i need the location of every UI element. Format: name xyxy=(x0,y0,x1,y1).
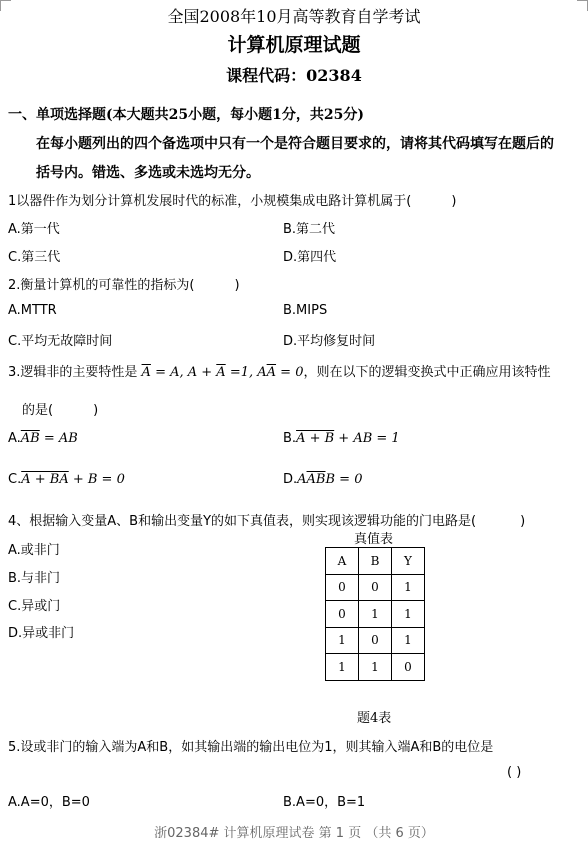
question-3-text-post: ，则在以下的逻辑变换式中正确应用该特性 xyxy=(303,365,551,380)
question-1-stem xyxy=(8,190,456,209)
question-4-option-d: D.异或非门 xyxy=(8,626,75,641)
truth-table-cell: 1 xyxy=(392,574,425,601)
question-3-option-b-label: B. xyxy=(283,431,297,446)
question-2-option-b: B.MIPS xyxy=(283,303,328,318)
question-4-close: ) xyxy=(520,514,526,529)
question-3-option-d-label: D. xyxy=(283,472,298,487)
truth-table-cell: 1 xyxy=(326,627,359,654)
paper-title: 计算机原理试题 xyxy=(227,34,361,56)
question-5-stem: 5.设或非门的输入端为A和B，如其输出端的输出电位为1，则其输入端A和B的电位是 xyxy=(8,740,494,755)
truth-table-cell: 0 xyxy=(326,601,359,628)
question-1-close: ) xyxy=(451,194,457,209)
truth-table-header: B xyxy=(359,548,392,575)
truth-table-header: A xyxy=(326,548,359,575)
page-footer: 浙02384# 计算机原理试卷 第 1 页 （共 6 页） xyxy=(154,826,434,841)
truth-table-cell: 1 xyxy=(359,601,392,628)
question-3-text-pre: 3.逻辑非的主要特性是 xyxy=(8,365,138,380)
exam-heading: 全国2008年10月高等教育自学考试 xyxy=(167,7,421,26)
question-2-option-c: C.平均无故障时间 xyxy=(8,334,113,349)
question-5-paren: ( ) xyxy=(507,765,522,780)
section-title: 一、单项选择题(本大题共25小题，每小题1分，共25分) xyxy=(8,107,364,123)
truth-table-cell: 0 xyxy=(359,627,392,654)
question-1-option-d: D.第四代 xyxy=(283,250,337,265)
question-3-close: ) xyxy=(93,403,99,418)
question-1-option-a: A.第一代 xyxy=(8,222,60,237)
course-code: 课程代码：02384 xyxy=(226,66,362,85)
question-3-option-c: C.A + BA + B = 0 xyxy=(8,472,125,487)
question-4-option-b: B.与非门 xyxy=(8,571,61,586)
truth-table-title: 真值表 xyxy=(354,532,394,547)
question-3-stem-line-2 xyxy=(22,399,98,418)
question-1-option-c: C.第三代 xyxy=(8,250,61,265)
question-3-option-a: $A.\overline{AB}$ = AB xyxy=(8,431,78,446)
truth-table-caption: 题4表 xyxy=(357,711,392,726)
question-5-option-a: A.A=0，B=0 xyxy=(8,795,90,810)
truth-table-row xyxy=(326,654,425,681)
question-1-text: 1以器件作为划分计算机发展时代的标准，小规模集成电路计算机属于( xyxy=(8,194,412,209)
truth-table-cell: 1 xyxy=(326,654,359,681)
truth-table-cell: 1 xyxy=(392,601,425,628)
truth-table-header-row xyxy=(326,548,425,575)
question-3-option-b: B.A + B + AB = 1 xyxy=(283,431,400,446)
question-2-text: 2.衡量计算机的可靠性的指标为( xyxy=(8,278,195,293)
question-4-text: 4、根据输入变量A、B和输出变量Y的如下真值表，则实现该逻辑功能的门电路是( xyxy=(8,514,477,529)
truth-table-cell: 0 xyxy=(392,654,425,681)
question-3-stem xyxy=(8,361,550,380)
truth-table xyxy=(325,547,425,681)
question-1-option-b: B.第二代 xyxy=(283,222,336,237)
question-4-option-c: C.异或门 xyxy=(8,599,61,614)
instruction-line-2: 括号内。错选、多选或未选均无分。 xyxy=(36,165,260,181)
question-3-formula: $\overline{A} = A$, $A + \overline{A} =1$, $A\overline{A} = 0$ xyxy=(141,365,304,380)
truth-table-cell: 1 xyxy=(392,627,425,654)
question-2-stem xyxy=(8,274,240,293)
truth-table-row xyxy=(326,601,425,628)
instruction-line-1: 在每小题列出的四个备选项中只有一个是符合题目要求的，请将其代码填写在题后的 xyxy=(36,136,554,152)
question-2-close: ) xyxy=(234,278,240,293)
question-4-stem xyxy=(8,510,525,529)
question-3-option-a-label: A. xyxy=(8,431,21,446)
question-3-option-c-label: C. xyxy=(8,472,22,487)
truth-table-row xyxy=(326,627,425,654)
question-5-option-b: B.A=0，B=1 xyxy=(283,795,366,810)
truth-table-cell: 0 xyxy=(359,574,392,601)
truth-table-header: Y xyxy=(392,548,425,575)
truth-table-cell: 0 xyxy=(326,574,359,601)
question-3-option-d: $D.A\overline{AB}B = 0$ xyxy=(283,472,363,487)
question-3-text-line-2: 的是( xyxy=(22,403,54,418)
question-4-option-a: A.或非门 xyxy=(8,543,60,558)
truth-table-cell: 1 xyxy=(359,654,392,681)
question-2-option-a: A.MTTR xyxy=(8,303,57,318)
truth-table-row xyxy=(326,574,425,601)
question-2-option-d: D.平均修复时间 xyxy=(283,334,376,349)
